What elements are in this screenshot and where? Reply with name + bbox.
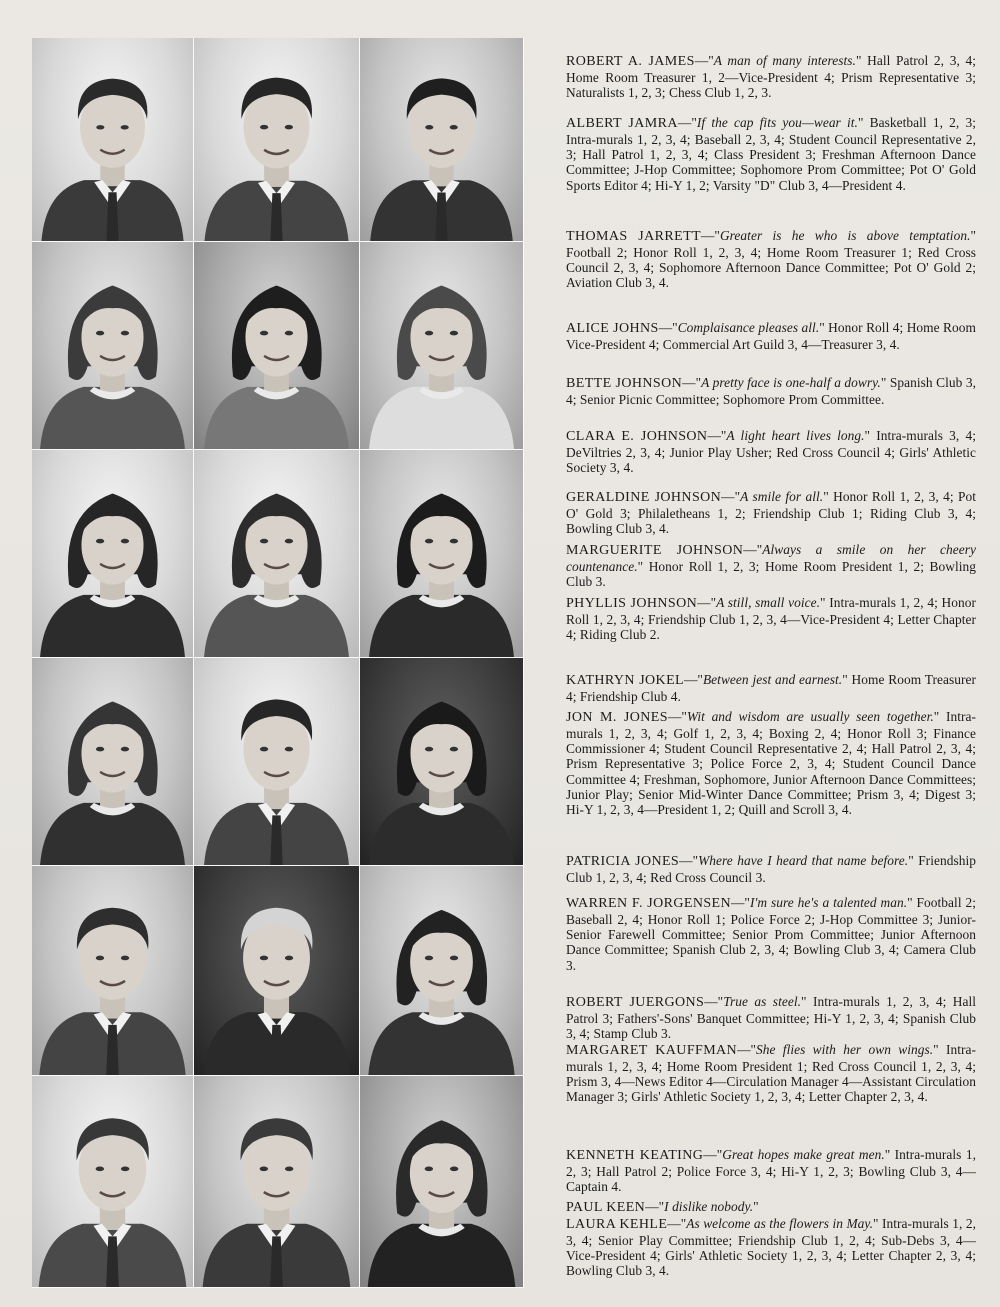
portrait-figure: [32, 658, 193, 865]
student-activities: Hall Patrol 2, 3, 4; Home Room Treasurer 1, 2—Vice-President 4; Prism Representative 3; Naturalists 1, 2, 3; Chess Club 1, 2, 3.: [566, 53, 976, 100]
portrait-photo: [360, 866, 524, 1076]
student-entry: KENNETH KEATING—"Great hopes make great men." Intra-murals 1, 2, 3; Hall Patrol 2; Police Force 3, 4; Hi-Y 1, 2, 3; Bowling Club 3, 4—Captain 4.: [566, 1147, 976, 1194]
portrait-figure: [360, 242, 523, 449]
portrait-photo: [194, 38, 360, 242]
portrait-figure: [360, 450, 523, 657]
student-entry: PATRICIA JONES—"Where have I heard that name before." Friendship Club 1, 2, 3, 4; Red Cross Council 3.: [566, 853, 976, 885]
student-entry: MARGUERITE JOHNSON—"Always a smile on her cheery countenance." Honor Roll 1, 2, 3; Home Room President 1, 2; Bowling Club 3.: [566, 542, 977, 589]
portrait-photo: [32, 658, 194, 866]
student-name: KENNETH KEATING: [566, 1148, 704, 1164]
portrait-photo: [32, 1076, 194, 1288]
student-name: ROBERT A. JAMES: [566, 54, 695, 70]
student-name: PHYLLIS JOHNSON: [566, 596, 698, 612]
student-activities: Basketball 1, 2, 3; Intra-murals 1, 2, 3, 4; Baseball 2, 3, 4; Student Council Representative 2, 3; Hall Patrol 1, 2, 3, 4; Class President 3; Freshman Afternoon Dance Committee; J-Hop Committee; Sophomore Prom Committee; Pot O' Gold Sports Editor 4; Hi-Y 1, 2; Varsity "D" Club 3, 4—President 4.: [566, 115, 976, 193]
portrait-photo: [360, 1076, 524, 1288]
student-entry: THOMAS JARRETT—"Greater is he who is above temptation." Football 2; Honor Roll 1, 2, 3, 4; Home Room Treasurer 1; Red Cross Council 2, 3, 4; Sophomore Afternoon Dance Committee; Pot O' Gold 2; Aviation Club 3, 4.: [566, 228, 976, 291]
student-activities: Intra-murals 1, 2, 3, 4; Senior Play Committee; Friendship Club 1, 2, 4; Sub-Debs 3, 4—Vice-President 4; Girls' Athletic Society 1, 2, 3, 4; Letter Chapter 2, 3, 4; Bowling Club 3, 4.: [566, 1216, 976, 1279]
student-name: ROBERT JUERGONS: [566, 995, 705, 1011]
student-activities: Football 2; Honor Roll 1, 2, 3, 4; Home Room Treasurer 1; Red Cross Council 2, 3, 4; Sophomore Afternoon Dance Committee; Pot O' Gold 2; Aviation Club 3, 4.: [566, 244, 976, 291]
student-motto: Between jest and earnest.: [702, 672, 843, 688]
student-name: BETTE JOHNSON: [566, 376, 683, 392]
portrait-figure: [194, 450, 359, 657]
student-name: PAUL KEEN: [566, 1200, 646, 1216]
student-activities: Friendship Club 1, 2, 3, 4; Red Cross Council 3.: [566, 853, 976, 885]
portrait-figure: [32, 1076, 193, 1287]
student-motto: True as steel.: [723, 994, 801, 1010]
student-entry: GERALDINE JOHNSON—"A smile for all." Honor Roll 1, 2, 3, 4; Pot O' Gold 3; Philaletheans 1, 2; Friendship Club 1; Riding Club 3, 4; Bowling Club 3, 4.: [566, 489, 976, 536]
portrait-photo: [194, 866, 360, 1076]
portrait-photo: [32, 450, 194, 658]
student-entry: BETTE JOHNSON—"A pretty face is one-half a dowry." Spanish Club 3, 4; Senior Picnic Committee; Sophomore Prom Committee.: [566, 375, 976, 407]
student-activities: Spanish Club 3, 4; Senior Picnic Committee; Sophomore Prom Committee.: [566, 375, 976, 407]
student-name: PATRICIA JONES: [566, 854, 680, 870]
student-motto: Wit and wisdom are usually seen together.: [686, 709, 934, 725]
student-motto: A smile for all.: [740, 489, 824, 505]
student-activities: Intra-murals 1, 2, 3, 4; Golf 1, 2, 3, 4; Boxing 2, 4; Honor Roll 3; Finance Commissioner 4; Student Council Representative 2, 4; Hall Patrol 2, 3, 4; Prism Representative 3; Police Force 2, 3, 4; Student Council Dance Committee 4; Freshman, Sophomore, Junior Afternoon Dance Committees; Junior Play; Senior Mid-Winter Dance Committee; Prism 3, 4; Digest 3; Hi-Y 1, 2, 3, 4—President 1, 2; Quill and Scroll 3, 4.: [566, 709, 976, 818]
student-activities: Intra-murals 1, 2, 3, 4; Hall Patrol 3; Fathers'-Sons' Banquet Committee; Hi-Y 1, 2, 3, 4; Spanish Club 3, 4; Stamp Club 3.: [566, 994, 977, 1041]
student-entry: CLARA E. JOHNSON—"A light heart lives long." Intra-murals 3, 4; DeViltries 2, 3, 4; Junior Play Usher; Red Cross Council 4; Girls' Athletic Society 3, 4.: [566, 428, 976, 475]
student-motto: A light heart lives long.: [726, 428, 865, 444]
student-motto: Always a smile on her cheery countenance.: [566, 542, 977, 574]
student-entry: ROBERT JUERGONS—"True as steel." Intra-murals 1, 2, 3, 4; Hall Patrol 3; Fathers'-Sons' Banquet Committee; Hi-Y 1, 2, 3, 4; Spanish Club 3, 4; Stamp Club 3.: [566, 994, 977, 1041]
student-entry: PAUL KEEN—"I dislike nobody.": [566, 1199, 759, 1216]
portrait-photo: [194, 242, 360, 450]
student-name: JON M. JONES: [566, 710, 668, 726]
portrait-photo: [360, 658, 524, 866]
portrait-figure: [360, 1076, 523, 1287]
portrait-figure: [32, 450, 193, 657]
portrait-photo: [360, 450, 524, 658]
portrait-photo: [194, 658, 360, 866]
student-name: WARREN F. JORGENSEN: [566, 896, 731, 912]
portrait-figure: [32, 866, 193, 1075]
student-name: THOMAS JARRETT: [566, 229, 701, 245]
portrait-figure: [194, 658, 359, 865]
student-entry: ROBERT A. JAMES—"A man of many interests." Hall Patrol 2, 3, 4; Home Room Treasurer 1, 2—Vice-President 4; Prism Representative 3; Naturalists 1, 2, 3; Chess Club 1, 2, 3.: [566, 53, 976, 100]
portrait-grid: [32, 38, 524, 1288]
portrait-photo: [32, 242, 194, 450]
student-entry: JON M. JONES—"Wit and wisdom are usually seen together." Intra-murals 1, 2, 3, 4; Golf 1, 2, 3, 4; Boxing 2, 4; Honor Roll 3; Finance Commissioner 4; Student Council Representative 2, 4; Hall Patrol 2, 3, 4; Prism Representative 3; Police Force 2, 3, 4; Student Council Dance Committee 4; Freshman, Sophomore, Junior Afternoon Dance Committees; Junior Play; Senior Mid-Winter Dance Committee; Prism 3, 4; Digest 3; Hi-Y 1, 2, 3, 4—President 1, 2; Quill and Scroll 3, 4.: [566, 709, 976, 818]
student-entry: ALICE JOHNS—"Complaisance pleases all." Honor Roll 4; Home Room Vice-President 4; Commercial Art Guild 3, 4—Treasurer 3, 4.: [566, 320, 976, 352]
portrait-photo: [32, 866, 194, 1076]
student-activities: Intra-murals 1, 2, 3; Hall Patrol 2; Police Force 3, 4; Hi-Y 1, 2, 3; Bowling Club 3, 4—Captain 4.: [566, 1147, 976, 1194]
portrait-figure: [360, 38, 523, 241]
student-motto: As welcome as the flowers in May.: [686, 1216, 874, 1232]
student-activities: Honor Roll 1, 2, 3, 4; Pot O' Gold 3; Philaletheans 1, 2; Friendship Club 1; Riding Club 3, 4; Bowling Club 3, 4.: [566, 489, 976, 536]
student-motto: A pretty face is one-half a dowry.: [701, 375, 881, 391]
student-motto: I'm sure he's a talented man.: [749, 895, 908, 911]
student-entry: WARREN F. JORGENSEN—"I'm sure he's a talented man." Football 2; Baseball 2, 4; Honor Roll 1; Police Force 2; J-Hop Committee 3; Junior-Senior Farewell Committee; Senior Prom Committee; Junior Afternoon Dance Committee; Spanish Club 2, 3, 4; Bowling Club 3, 4; Camera Club 3.: [566, 895, 976, 973]
student-motto: She flies with her own wings.: [756, 1042, 934, 1058]
student-name: KATHRYN JOKEL: [566, 673, 684, 689]
student-activities: Honor Roll 1, 2, 3; Home Room President 1, 2; Bowling Club 3.: [566, 558, 977, 589]
student-name: MARGUERITE JOHNSON: [566, 543, 744, 559]
student-name: LAURA KEHLE: [566, 1217, 668, 1233]
student-entry: KATHRYN JOKEL—"Between jest and earnest." Home Room Treasurer 4; Friendship Club 4.: [566, 672, 976, 704]
portrait-figure: [32, 242, 193, 449]
student-activities: Honor Roll 4; Home Room Vice-President 4; Commercial Art Guild 3, 4—Treasurer 3, 4.: [566, 320, 976, 352]
portrait-photo: [194, 450, 360, 658]
student-entry: LAURA KEHLE—"As welcome as the flowers in May." Intra-murals 1, 2, 3, 4; Senior Play Committee; Friendship Club 1, 2, 4; Sub-Debs 3, 4—Vice-President 4; Girls' Athletic Society 1, 2, 3, 4; Letter Chapter 2, 3, 4; Bowling Club 3, 4.: [566, 1216, 976, 1279]
portrait-figure: [194, 866, 359, 1075]
student-motto: If the cap fits you—wear it.: [696, 115, 858, 131]
student-entry: PHYLLIS JOHNSON—"A still, small voice." Intra-murals 1, 2, 4; Honor Roll 1, 2, 3, 4; Friendship Club 1, 2, 3, 4—Vice-President 4; Letter Chapter 4; Riding Club 2.: [566, 595, 976, 642]
student-entry: MARGARET KAUFFMAN—"She flies with her own wings." Intra-murals 1, 2, 3, 4; Home Room President 1; Red Cross Council 1, 2, 3, 4; Prism 3, 4—News Editor 4—Circulation Manager 4—Assistant Circulation Manager 3; Girls' Athletic Society 1, 2, 3, 4; Letter Chapter 2, 3, 4.: [566, 1042, 976, 1105]
portrait-figure: [360, 658, 523, 865]
student-activities: Football 2; Baseball 2, 4; Honor Roll 1; Police Force 2; J-Hop Committee 3; Junior-Senior Farewell Committee; Senior Prom Committee; Junior Afternoon Dance Committee; Spanish Club 2, 3, 4; Bowling Club 3, 4; Camera Club 3.: [566, 895, 976, 973]
portrait-photo: [32, 38, 194, 242]
portrait-photo: [360, 38, 524, 242]
student-motto: Greater is he who is above temptation.: [719, 228, 971, 244]
student-activities: Intra-murals 3, 4; DeViltries 2, 3, 4; Junior Play Usher; Red Cross Council 4; Girls' Athletic Society 3, 4.: [566, 428, 976, 475]
portrait-figure: [360, 866, 523, 1075]
portrait-figure: [32, 38, 193, 241]
portrait-photo: [360, 242, 524, 450]
student-activities: Home Room Treasurer 4; Friendship Club 4.: [566, 672, 976, 704]
student-motto: Great hopes make great men.: [722, 1147, 885, 1163]
portrait-figure: [194, 1076, 359, 1287]
student-motto: A man of many interests.: [713, 53, 856, 69]
portrait-figure: [194, 242, 359, 449]
student-name: ALICE JOHNS: [566, 321, 659, 337]
student-activities: Intra-murals 1, 2, 4; Honor Roll 1, 2, 3, 4; Friendship Club 1, 2, 3, 4—Vice-President 4; Letter Chapter 4; Riding Club 2.: [566, 595, 976, 642]
student-entry: ALBERT JAMRA—"If the cap fits you—wear it." Basketball 1, 2, 3; Intra-murals 1, 2, 3, 4; Baseball 2, 3, 4; Student Council Representative 2, 3; Hall Patrol 1, 2, 3, 4; Class President 3; Freshman Afternoon Dance Committee; J-Hop Committee; Sophomore Prom Committee; Pot O' Gold Sports Editor 4; Hi-Y 1, 2; Varsity "D" Club 3, 4—President 4.: [566, 115, 976, 193]
student-name: CLARA E. JOHNSON: [566, 429, 708, 445]
portrait-photo: [194, 1076, 360, 1288]
student-name: ALBERT JAMRA: [566, 116, 678, 132]
student-activities: Intra-murals 1, 2, 3, 4; Home Room President 1; Red Cross Council 1, 2, 3, 4; Prism 3, 4—News Editor 4—Circulation Manager 4—Assistant Circulation Manager 3; Girls' Athletic Society 1, 2, 3, 4; Letter Chapter 2, 3, 4.: [566, 1042, 976, 1105]
student-motto: Complaisance pleases all.: [677, 320, 820, 336]
student-motto: I dislike nobody.: [664, 1199, 754, 1215]
portrait-figure: [194, 38, 359, 241]
student-motto: A still, small voice.: [716, 595, 821, 611]
student-name: MARGARET KAUFFMAN: [566, 1043, 738, 1059]
student-motto: Where have I heard that name before.: [698, 853, 909, 869]
student-name: GERALDINE JOHNSON: [566, 490, 722, 506]
